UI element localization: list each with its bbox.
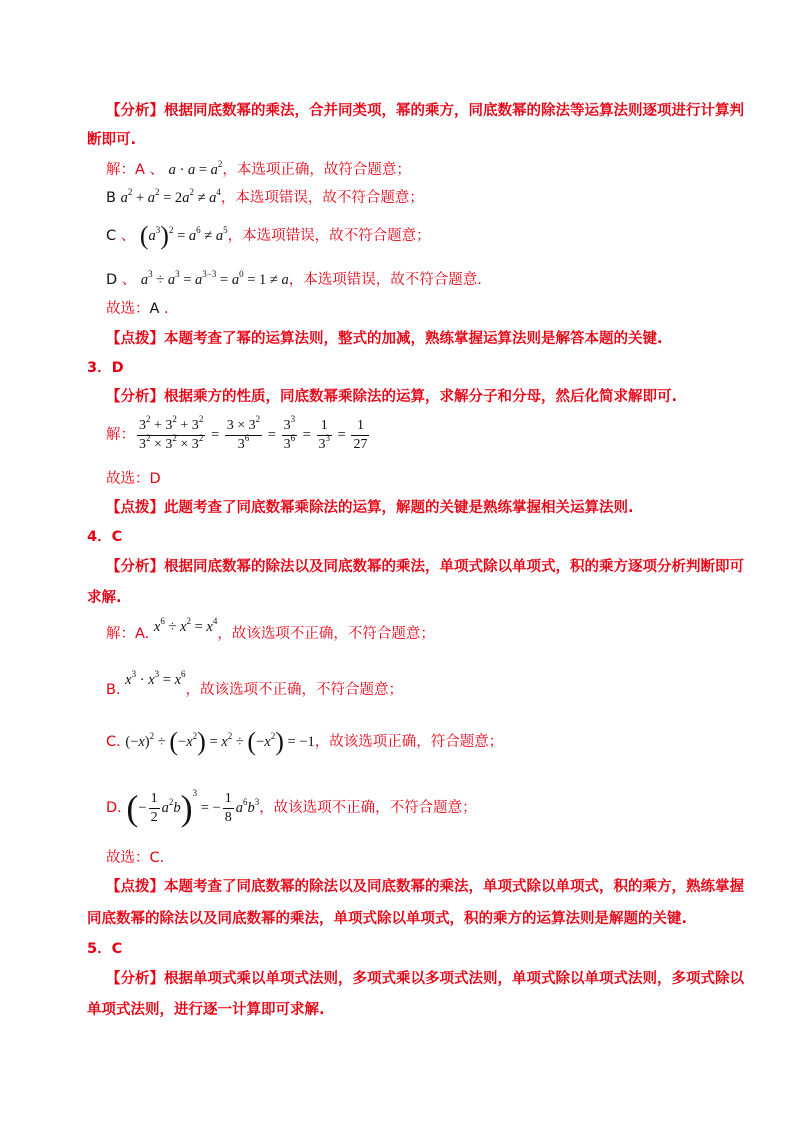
option-separator: 、: [149, 162, 165, 178]
q4-solution-b: [106, 669, 404, 700]
option-verdict: ，故该选项不正确，不符合题意；: [217, 626, 435, 642]
formula-q4a: $x^6 \div x^2 = x^4$: [153, 616, 218, 635]
analysis-tag: 【分析】: [106, 559, 164, 575]
q4-number: 4．C: [87, 529, 123, 545]
solution-prefix: 解：A: [106, 162, 145, 178]
option-separator: 、: [121, 272, 137, 288]
option-label: C.: [106, 734, 121, 750]
choice-prefix: 故选：: [106, 301, 150, 317]
solution-prefix: 解：: [106, 427, 135, 443]
q4-choice: 故选：C.: [106, 850, 165, 866]
q4-solution-d: [106, 786, 477, 830]
option-verdict: ，故该选项正确，符合题意；: [314, 734, 504, 750]
tip-text: 本题考查了幂的运算法则，整式的加减，熟练掌握运算法则是解答本题的关键.: [164, 331, 663, 347]
tip-text: 本题考查了同底数幂的除法以及同底数幂的乘法，单项式除以单项式，积的乘方，熟练掌握: [164, 879, 744, 895]
analysis-tag: 【分析】: [106, 971, 164, 987]
formula-q2d: $a^3 \div a^3 = a^{3-3} = a^0 = 1 \ne a$: [140, 269, 289, 288]
option-verdict: ，本选项错误，故不符合题意；: [227, 228, 431, 244]
formula-q4b: $x^3 \cdot x^3 = x^6$: [125, 669, 186, 688]
option-separator: 、: [120, 228, 136, 244]
option-verdict: ，本选项错误，故不符合题意；: [220, 190, 424, 206]
analysis-tag: 【分析】: [106, 389, 164, 405]
formula-q4c: $(-x)^2 \div (-x^2) = x^2 \div (-x^2) = -1$: [125, 727, 315, 756]
q2-choice: [106, 299, 169, 319]
option-label: C: [106, 228, 117, 244]
option-verdict: ，本选项错误，故不符合题意.: [288, 272, 482, 288]
q4-tip-line2: 同底数幂的除法以及同底数幂的乘法，单项式除以单项式，积的乘方的运算法则是解题的关键.: [87, 911, 688, 927]
q3-choice: 故选：D: [106, 471, 161, 487]
formula-q3: $\frac{3^2 + 3^2 + 3^2}{3^2 \times 3^2 \times 3^2}$ = $\frac{3 \times 3^2}{3^6}$ = $\frac{3^3}{3^6}$ = $\frac{1}{3^3}$ = $\frac{1}{27}$: [139, 413, 368, 452]
q4-analysis-line1: [106, 557, 744, 577]
q4-solution-a: [106, 616, 435, 644]
q4-analysis-line2: 求解.: [87, 590, 122, 606]
q5-number: 5．C: [87, 941, 123, 957]
formula-q2c: $(a^3)^2 = a^6 \ne a^5$: [139, 221, 228, 250]
option-label: B.: [106, 682, 121, 698]
q2-analysis-line2: 断即可.: [87, 132, 137, 148]
analysis-tag: 【分析】: [106, 103, 164, 119]
option-label: B: [106, 190, 116, 206]
q3-solution: [106, 413, 371, 457]
q2-analysis-line1: [106, 101, 744, 121]
option-label: 解：A.: [106, 626, 150, 642]
tip-tag: 【点拨】: [106, 500, 164, 516]
q2-tip: [106, 329, 663, 349]
formula-q2a: $a \cdot a = a^2$: [168, 159, 223, 178]
analysis-text: 根据单项式乘以单项式法则，多项式乘以多项式法则，单项式除以单项式法则，多项式除以: [164, 971, 744, 987]
q2-solution-c: [106, 221, 431, 250]
option-verdict: ，本选项正确，故符合题意；: [222, 162, 411, 178]
choice-value: A: [149, 301, 160, 317]
choice-end: .: [164, 301, 169, 317]
q5-analysis-line2: 单项式法则，进行逐一计算即可求解.: [87, 1002, 325, 1018]
option-verdict: ，故该选项不正确，不符合题意；: [185, 682, 404, 698]
formula-q4d: (− $\frac{1}{2}$ $a^2b)^3$ = − $\frac{1}{8}$ $a^6b^3$: [126, 788, 260, 828]
tip-text: 此题考查了同底数幂乘除法的运算，解题的关键是熟练掌握相关运算法则.: [164, 500, 634, 516]
q2-solution-a: [106, 160, 411, 180]
q5-analysis-line1: [106, 969, 744, 989]
q3-analysis: [106, 387, 677, 407]
q4-solution-c: [106, 727, 504, 756]
option-verdict: ，故该选项不正确，不符合题意；: [259, 800, 477, 816]
q3-number: 3．D: [87, 360, 124, 376]
q2-solution-d: [106, 270, 482, 290]
tip-tag: 【点拨】: [106, 331, 164, 347]
formula-q2b: $a^2 + a^2 = 2a^2 \ne a^4$: [120, 187, 221, 206]
q2-solution-b: [106, 188, 424, 208]
analysis-text: 根据同底数幂的乘法，合并同类项，幂的乘方，同底数幂的除法等运算法则逐项进行计算判: [164, 103, 744, 119]
q4-tip-line1: [106, 877, 744, 897]
tip-tag: 【点拨】: [106, 879, 164, 895]
q3-tip: [106, 498, 634, 518]
option-label: D: [106, 272, 118, 288]
analysis-text: 根据乘方的性质，同底数幂乘除法的运算，求解分子和分母，然后化简求解即可.: [164, 389, 678, 405]
option-label: D.: [106, 800, 122, 816]
analysis-text: 根据同底数幂的除法以及同底数幂的乘法，单项式除以单项式，积的乘方逐项分析判断即可: [164, 559, 744, 575]
